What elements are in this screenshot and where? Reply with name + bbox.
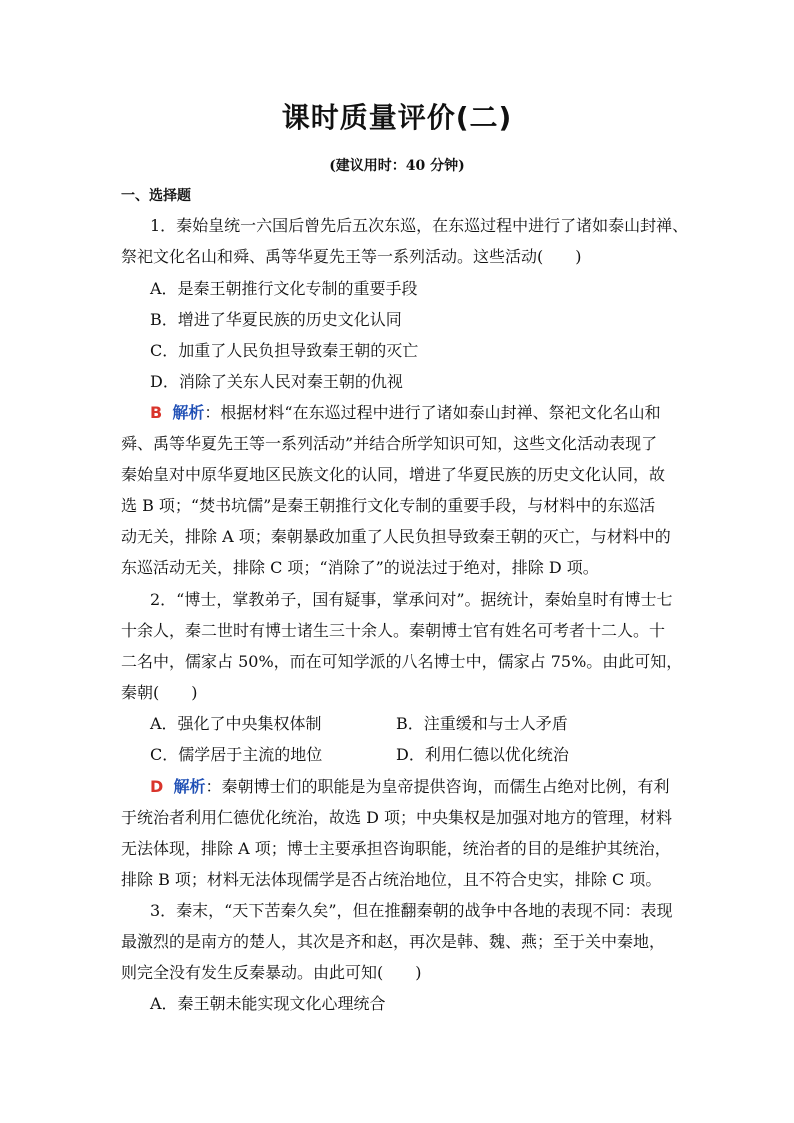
q1-option-a: A．是秦王朝推行文化专制的重要手段 [150, 279, 418, 298]
q2-answer: D [150, 777, 164, 796]
q2-stem-line: 2．“博士，掌教弟子，国有疑事，掌承问对”。据统计，秦始皇时有博士七 [150, 590, 673, 609]
q2-explanation-first-line [150, 777, 669, 797]
q1-explanation-line: 东巡活动无关，排除 C 项；“消除了”的说法过于绝对，排除 D 项。 [121, 558, 599, 577]
q2-jiexi-label: 解析 [173, 777, 206, 796]
suggested-time: (建议用时：40 分钟) [329, 158, 465, 174]
q3-option-a: A．秦王朝未能实现文化心理统合 [150, 994, 386, 1013]
section-heading: 一、选择题 [121, 188, 191, 204]
q1-answer: B [150, 403, 163, 422]
q1-stem-line: 祭祀文化名山和舜、禹等华夏先王等一系列活动。这些活动( ) [121, 247, 582, 266]
q1-explanation-line: 动无关，排除 A 项；秦朝暴政加重了人民负担导致秦王朝的灭亡，与材料中的 [121, 527, 671, 546]
q1-explanation-line: ：根据材料“在东巡过程中进行了诸如泰山封禅、祭祀文化名山和 [204, 403, 661, 422]
q3-stem-line: 最激烈的是南方的楚人，其次是齐和赵，再次是韩、魏、燕；至于关中秦地， [121, 932, 666, 951]
q2-option-b: B．注重缓和与士人矛盾 [396, 714, 568, 733]
q1-option-c: C．加重了人民负担导致秦王朝的灭亡 [150, 341, 419, 360]
q2-stem-line: 二名中，儒家占 50%，而在可知学派的八名博士中，儒家占 75%。由此可知， [121, 652, 683, 671]
q2-option-d: D．利用仁德以优化统治 [396, 745, 569, 764]
q2-option-c: C．儒学居于主流的地位 [150, 745, 323, 764]
q1-explanation-line: 秦始皇对中原华夏地区民族文化的认同，增进了华夏民族的历史文化认同，故 [121, 465, 666, 484]
q2-explanation-line: 无法体现，排除 A 项；博士主要承担咨询职能，统治者的目的是维护其统治， [121, 839, 671, 858]
q1-stem-line: 1．秦始皇统一六国后曾先后五次东巡，在东巡过程中进行了诸如泰山封禅、 [150, 216, 689, 235]
q2-explanation-line: 排除 B 项；材料无法体现儒学是否占统治地位，且不符合史实，排除 C 项。 [121, 870, 662, 889]
page-title: 课时质量评价(二) [281, 101, 513, 134]
q2-explanation-line: ：秦朝博士们的职能是为皇帝提供咨询，而儒生占绝对比例，有利 [205, 777, 670, 796]
q2-stem-line: 十余人，秦二世时有博士诸生三十余人。秦朝博士官有姓名可考者十二人。十 [121, 621, 666, 640]
q1-explanation-first-line [150, 403, 661, 423]
q2-explanation-line: 于统治者利用仁德优化统治，故选 D 项；中央集权是加强对地方的管理，材料 [121, 808, 673, 827]
q1-explanation-line: 选 B 项；“焚书坑儒”是秦王朝推行文化专制的重要手段，与材料中的东巡活 [121, 496, 656, 515]
q3-stem-line: 则完全没有发生反秦暴动。由此可知( ) [121, 963, 422, 982]
q1-option-b: B．增进了华夏民族的历史文化认同 [150, 310, 402, 329]
q3-stem-line: 3．秦末，“天下苦秦久矣”，但在推翻秦朝的战争中各地的表现不同：表现 [150, 901, 673, 920]
q1-jiexi-label: 解析 [172, 403, 205, 422]
q1-option-d: D．消除了关东人民对秦王朝的仇视 [150, 372, 403, 391]
q2-stem-line: 秦朝( ) [121, 683, 198, 702]
q1-explanation-line: 舜、禹等华夏先王等一系列活动”并结合所学知识可知，这些文化活动表现了 [121, 434, 658, 453]
q2-option-a: A．强化了中央集权体制 [150, 714, 322, 733]
